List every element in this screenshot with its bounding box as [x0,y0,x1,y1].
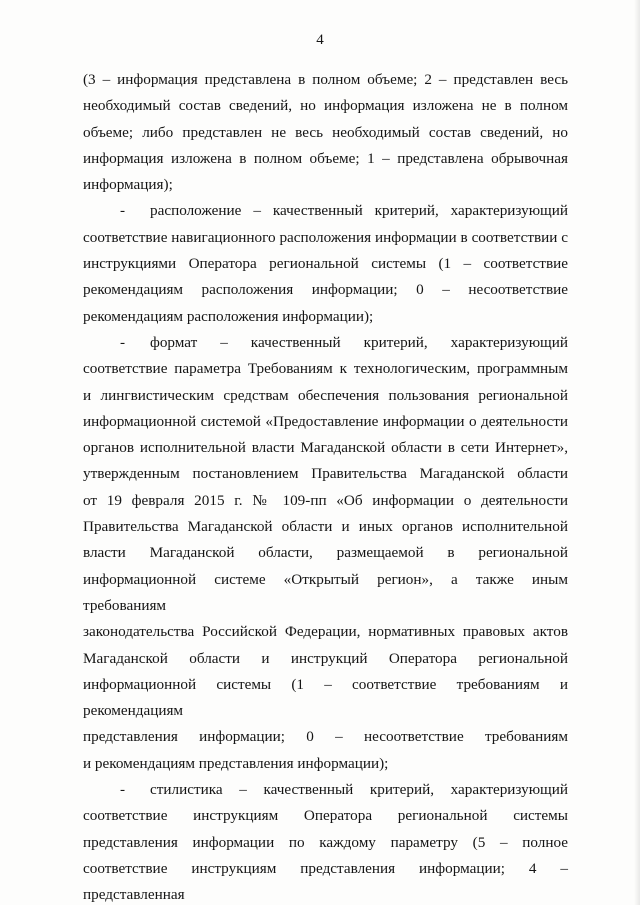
text-line: информационной системы (1 – соответствие требованиям и рекомендациям [83,675,568,720]
bullet-dash: - [120,781,126,799]
scan-edge-shadow [634,0,640,905]
body-text [83,67,568,905]
text-line: Магаданской области и инструкций Оператора региональной [83,649,568,667]
text-line: соответствие навигационного расположения информации в соответствии с [83,228,568,246]
text-line: Правительства Магаданской области и иных органов исполнительной [83,518,568,536]
paragraph-location-criterion [83,198,568,329]
text-line: утвержденным постановлением Правительства Магаданской области [83,465,568,483]
text-line: информация); [83,176,173,194]
text-line-content: формат – качественный критерий, характеризующий [150,333,568,351]
paragraph-quality-scale [83,67,568,198]
paragraph-format-criterion [83,330,568,777]
text-line: соответствие инструкциям Оператора региональной системы [83,807,568,825]
text-line [83,198,568,224]
text-line: соответствие параметра Требованиям к технологическим, программным [83,360,568,378]
text-line: законодательства Российской Федерации, нормативных правовых актов [83,623,568,641]
text-line: и рекомендациям представления информации); [83,754,389,772]
text-line: необходимый состав сведений, но информация изложена не в полном [83,97,568,115]
text-line: власти Магаданской области, размещаемой в региональной [83,544,568,562]
bullet-dash: - [120,202,126,220]
text-line: информационной системой «Предоставление информации о деятельности [83,412,568,430]
text-line-content: стилистика – качественный критерий, характеризующий [150,781,568,799]
text-line [83,330,568,356]
text-line: органов исполнительной власти Магаданской области в сети Интернет», [83,439,568,457]
text-line: представления информации по каждому параметру (5 – полное [83,833,568,851]
text-line: (3 – информация представлена в полном объеме; 2 – представлен весь [83,71,568,88]
text-line: и лингвистическим средствам обеспечения пользования региональной [83,386,568,404]
page-number: 4 [316,32,324,48]
text-line: соответствие инструкциям представления информации; 4 – представленная [83,859,568,904]
text-line: инструкциями Оператора региональной системы (1 – соответствие [83,255,568,273]
text-line: представления информации; 0 – несоответствие требованиям [83,728,568,746]
text-line: от 19 февраля 2015 г. № 109-пп «Об информации о деятельности [83,491,568,509]
text-line: рекомендациям расположения информации; 0 – несоответствие [83,281,568,299]
text-line [83,777,568,803]
text-line: информация изложена в полном объеме; 1 – представлена обрывочная [83,149,568,167]
bullet-dash: - [120,333,126,351]
paragraph-style-criterion [83,777,568,905]
text-line: рекомендациям расположения информации); [83,307,374,325]
text-line: информационной системе «Открытый регион», а также иным требованиям [83,570,568,614]
text-line: объеме; либо представлен не весь необходимый состав сведений, но [83,123,568,141]
text-line-content: расположение – качественный критерий, характеризующий [150,202,568,220]
